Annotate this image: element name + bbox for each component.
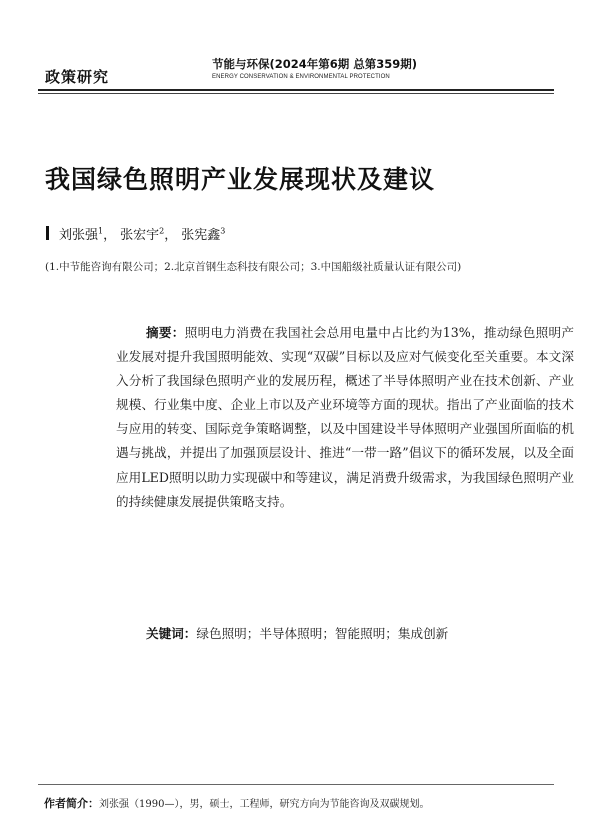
author-2: 张宏宇$^2$ (120, 226, 165, 243)
author-marker-bar (46, 226, 49, 240)
author-intro-label: 作者简介： (44, 797, 99, 810)
page-header (0, 0, 600, 95)
author-intro-text: 刘张强（1990—），男，硕士，工程师，研究方向为节能咨询及双碳规划。 (99, 799, 430, 810)
abstract-label: 摘要： (146, 325, 185, 340)
author-separator: ， (164, 227, 178, 243)
author-separator: ， (103, 227, 117, 243)
author-list (46, 224, 225, 242)
affiliations: (1.中节能咨询有限公司；2.北京首钢生态科技有限公司；3.中国船级社质量认证有限公司) (45, 261, 462, 273)
abstract-text: 照明电力消费在我国社会总用电量中占比约为13%，推动绿色照明产业发展对提升我国照明能效、实现“双碳”目标以及应对气候变化至关重要。本文深入分析了我国绿色照明产业的发展历程，概述了半导体照明产业在技术创新、产业规模、行业集中度、企业上市以及产业环境等方面的现状。指出了产业面临的技术与应用的转变、国际竞争策略调整，以及中国建设半导体照明产业强国所面临的机遇与挑战，并提出了加强顶层设计、推进“一带一路”倡议下的循环发展，以及全面应用LED照明以助力实现碳中和等建议，满足消费升级需求，为我国绿色照明产业的持续健康发展提供策略支持。 (116, 325, 575, 509)
author-1: 刘张强$^1$ (59, 226, 104, 243)
journal-english-title: ENERGY CONSERVATION & ENVIRONMENTAL PROTECTION (212, 74, 390, 80)
keywords-text: 绿色照明；半导体照明；智能照明；集成创新 (196, 626, 449, 641)
header-rule-thick (38, 89, 554, 91)
keywords-label: 关键词： (146, 626, 197, 641)
section-label: 政策研究 (45, 68, 110, 86)
keywords (146, 623, 566, 642)
footnote-rule (38, 784, 554, 785)
author-intro (44, 795, 564, 811)
author-3: 张宪鑫$^3$ (181, 226, 226, 243)
journal-title: 节能与环保(2024年第6期 总第359期) (212, 57, 418, 71)
abstract (116, 321, 574, 514)
journal-info (212, 56, 542, 80)
article-title: 我国绿色照明产业发展现状及建议 (45, 165, 436, 194)
header-rule-thin (38, 93, 554, 94)
